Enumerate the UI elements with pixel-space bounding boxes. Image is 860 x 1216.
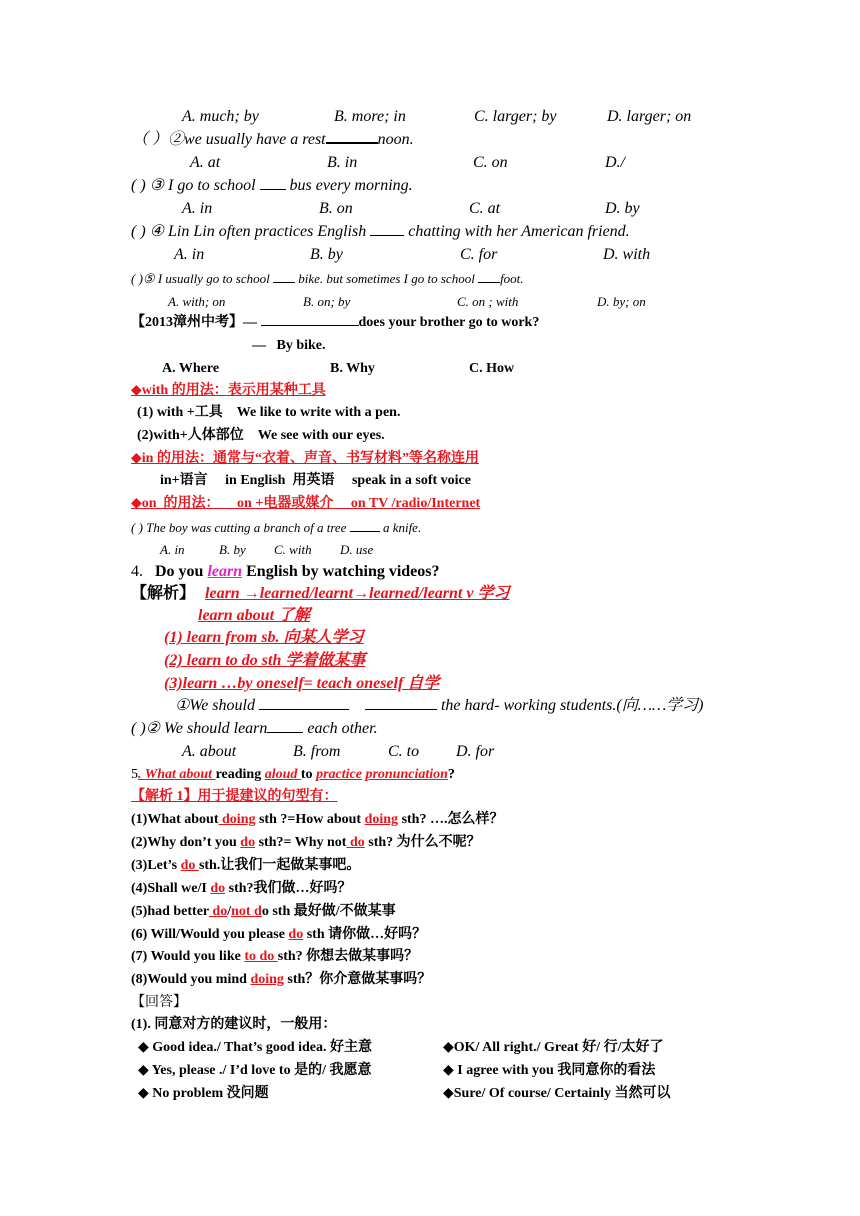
exercise-text: ①We should: [175, 697, 255, 714]
option-a: A. Where: [162, 361, 220, 376]
exercise-text: We should learn: [164, 720, 268, 737]
suggestion-pattern-3: (3)Let’s do sth.让我们一起做某事吧。: [131, 858, 361, 873]
q2-options: [0, 155, 860, 175]
on-usage-heading: ◆on 的用法： on +电器或媒介 on TV /radio/Internet: [131, 496, 481, 511]
option-a: A. in: [182, 200, 213, 217]
option-b: B. from: [293, 743, 341, 760]
question-text: I usually go to school: [157, 271, 270, 286]
suggestion-pattern-5: (5)had better do/not do sth 最好做/不做某事: [131, 904, 396, 919]
suggestion-pattern-6: (6) Will/Would you please do sth 请你做…好吗？: [131, 927, 427, 942]
option-b: B. on; by: [303, 294, 351, 309]
option-a: A. with; on: [168, 294, 226, 309]
learn-exercise-2-options: [0, 744, 860, 764]
keyword: learn: [207, 563, 243, 580]
title-text: Do you: [155, 563, 204, 580]
word-to: to: [300, 767, 317, 782]
answer-paren: （ ）②: [132, 131, 185, 148]
exam-options: [0, 362, 860, 380]
option-b: B. in: [327, 154, 358, 171]
learn-point-3: (3)learn …by oneself= teach oneself 自学: [164, 675, 440, 692]
dash: —: [252, 338, 266, 353]
usage-label: (2)with+人体部位: [137, 428, 244, 443]
option-d: D. for: [456, 743, 495, 760]
option-d: D. use: [340, 542, 374, 557]
phrase-what-about: What about: [144, 767, 216, 782]
option-a: A. at: [190, 154, 221, 171]
q1-options: [0, 109, 860, 129]
option-d: D./: [605, 154, 625, 171]
option-d: D. larger; on: [607, 108, 692, 125]
option-d: D. by: [605, 200, 640, 217]
exam-question: [131, 316, 539, 330]
reply-left-2: ◆ Yes, please ./ I’d love to 是的/ 我愿意: [138, 1063, 372, 1078]
option-c: C. on: [473, 154, 508, 171]
option-a: A. about: [182, 743, 237, 760]
usage-label: (1) with +工具: [137, 405, 223, 420]
exam-answer-text: By bike.: [276, 338, 326, 353]
section-number: 4.: [131, 563, 143, 580]
answer-paren: ( ) ④: [131, 223, 164, 240]
title-text-end: English by watching videos?: [246, 563, 440, 580]
suggestion-pattern-1: (1)What about doing sth ?=How about doing sth? ….怎么样？: [131, 812, 504, 827]
with-usage-item-1: [137, 406, 400, 420]
dash: —: [243, 315, 257, 330]
reply-right-2: ◆ I agree with you 我同意你的看法: [443, 1063, 656, 1078]
option-b: B. on: [319, 200, 353, 217]
word-pronunciation: pronunciation: [365, 767, 448, 782]
question-4: [131, 224, 630, 240]
learn-exercise-1: [175, 698, 704, 714]
word-aloud: aloud: [264, 767, 301, 782]
q5-options: [0, 295, 860, 313]
reply-left-1: ◆ Good idea./ That’s good idea. 好主意: [138, 1040, 373, 1055]
option-b: B. by: [310, 246, 343, 263]
reply-intro: (1). 同意对方的建议时，一般用：: [131, 1017, 337, 1032]
option-c: C. with: [274, 542, 312, 557]
in-usage-line: in+语言 in English 用英语 speak in a soft voice: [160, 473, 471, 488]
reply-tag: 【回答】: [131, 995, 187, 1010]
question-text: I go to school: [168, 177, 256, 194]
section-4-analysis: [131, 586, 509, 602]
usage-example: We see with our eyes.: [257, 428, 385, 443]
with-usage-item-2: [137, 429, 385, 443]
suggestion-pattern-7: (7) Would you like to do sth? 你想去做某事吗？: [131, 949, 419, 964]
with-usage-heading: ◆with 的用法：表示用某种工具: [131, 383, 326, 398]
answer-paren: ( )②: [131, 720, 160, 737]
question-2: [132, 132, 414, 148]
question-text: ( ) The boy was cutting a branch of a tree: [131, 520, 347, 535]
option-c: C. for: [460, 246, 498, 263]
option-b: B. by: [219, 542, 246, 557]
question-text-end: chatting with her American friend.: [408, 223, 630, 240]
option-c: C. How: [469, 361, 515, 376]
in-usage-heading: ◆in 的用法：通常与“衣着、声音、书写材料”等名称连用: [131, 451, 479, 466]
option-a: A. much; by: [182, 108, 259, 125]
option-a: A. in: [174, 246, 205, 263]
exercise-text-end: each other.: [307, 720, 378, 737]
q4-options: [0, 247, 860, 267]
question-text-mid: bike. but sometimes I go to school: [298, 271, 475, 286]
section-5-analysis-tag: 【解析 1】用于提建议的句型有：: [131, 789, 338, 804]
word-practice: practice: [316, 767, 362, 782]
section-number: 5: [131, 767, 138, 782]
option-d: D. by; on: [597, 294, 646, 309]
word-reading: reading: [215, 767, 265, 782]
option-c: C. to: [388, 743, 420, 760]
question-3: [131, 178, 413, 194]
learn-exercise-2: [131, 721, 378, 737]
option-b: B. Why: [330, 361, 375, 376]
knife-options: [0, 543, 860, 561]
suggestion-pattern-8: (8)Would you mind doing sth？你介意做某事吗？: [131, 972, 432, 987]
exam-question-text: does your brother go to work?: [358, 315, 540, 330]
learn-point-1: (1) learn from sb. 向某人学习: [164, 629, 364, 646]
question-5: [131, 272, 524, 285]
reply-right-3: ◆Sure/ Of course/ Certainly 当然可以: [443, 1086, 671, 1101]
suggestion-pattern-2: (2)Why don’t you do sth?= Why not do sth? 为什么不呢？: [131, 835, 481, 850]
question-mark: ?: [447, 767, 455, 782]
question-text: Lin Lin often practices English: [168, 223, 367, 240]
option-b: B. more; in: [334, 108, 406, 125]
learn-about: learn about 了解: [198, 607, 311, 624]
usage-example: We like to write with a pen.: [236, 405, 401, 420]
option-a: A. in: [160, 542, 185, 557]
answer-paren: ( )⑤: [131, 271, 155, 286]
reply-left-3: ◆ No problem 没问题: [138, 1086, 269, 1101]
option-c: C. at: [469, 200, 501, 217]
learn-point-2: (2) learn to do sth 学着做某事: [164, 652, 366, 669]
analysis-tag: 【解析】: [131, 585, 196, 602]
question-text: we usually have a rest: [184, 131, 326, 148]
learn-forms: learn →learned/learnt→learned/learnt v 学习: [205, 585, 510, 602]
option-c: C. larger; by: [474, 108, 557, 125]
option-c: C. on ; with: [457, 294, 519, 309]
question-text-end: noon.: [377, 131, 414, 148]
answer-paren: ( ) ③: [131, 177, 164, 194]
question-text-end: a knife.: [382, 520, 422, 535]
section-5-title: 5. What about reading aloud to practice pronunciation?: [131, 767, 455, 782]
option-d: D. with: [603, 246, 651, 263]
exercise-text-end: the hard- working students.(向……学习): [440, 697, 704, 714]
question-text-end: bus every morning.: [289, 177, 413, 194]
q3-options: [0, 201, 860, 221]
reply-right-1: ◆OK/ All right./ Great 好/ 行/太好了: [443, 1040, 664, 1055]
knife-question: [131, 521, 421, 534]
question-text-end: foot.: [500, 271, 524, 286]
section-4-title: [131, 564, 440, 580]
exam-answer: [252, 339, 326, 353]
suggestion-pattern-4: (4)Shall we/I do sth?我们做…好吗？: [131, 881, 352, 896]
exam-tag: 【2013漳州中考】: [131, 315, 243, 330]
